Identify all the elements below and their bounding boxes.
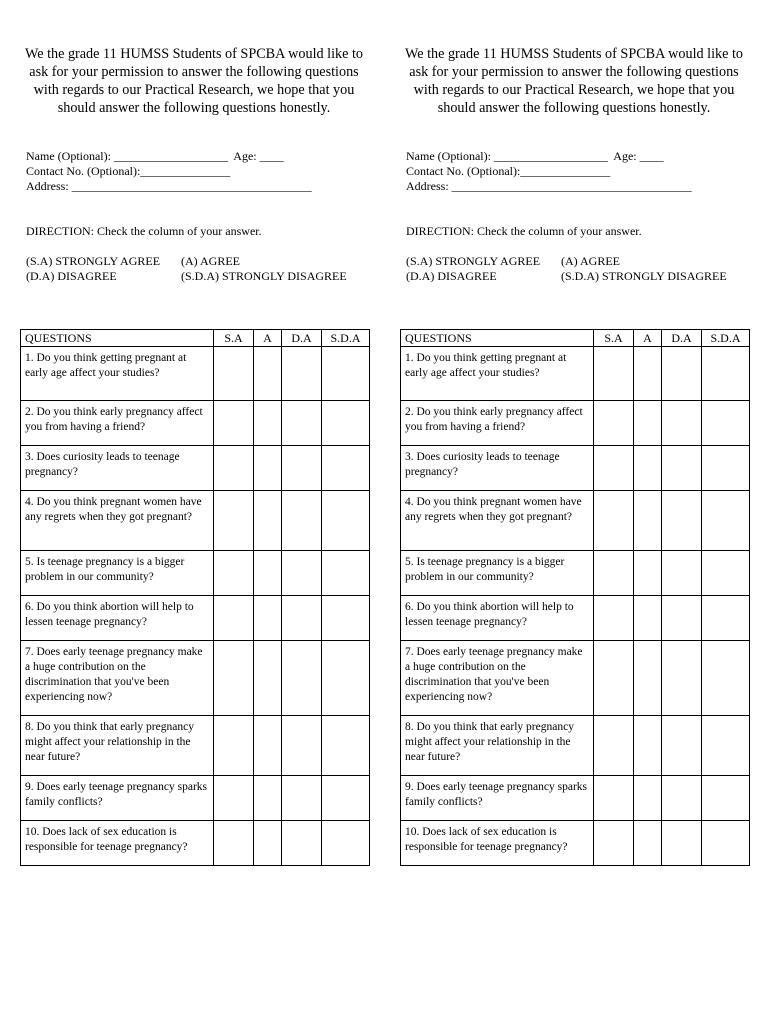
- header-sda: S.D.A: [322, 330, 370, 347]
- check-sa-cell[interactable]: [214, 347, 254, 401]
- check-da-cell[interactable]: [662, 401, 702, 446]
- check-sa-cell[interactable]: [594, 641, 634, 716]
- header-sa: S.A: [594, 330, 634, 347]
- table-header-row: [21, 330, 370, 347]
- intro-paragraph: We the grade 11 HUMSS Students of SPCBA would like to ask for your permission to answer the following questions with regards to our Practical Research, we hope that you should answer the following questions honestly.: [404, 46, 744, 116]
- check-a-cell[interactable]: [254, 821, 282, 866]
- question-text: 2. Do you think early pregnancy affect you from having a friend?: [21, 401, 214, 446]
- question-text: 2. Do you think early pregnancy affect you from having a friend?: [401, 401, 594, 446]
- table-row: [21, 347, 370, 401]
- check-sda-cell[interactable]: [702, 716, 750, 776]
- answer-legend: [26, 254, 370, 284]
- check-a-cell[interactable]: [254, 347, 282, 401]
- table-row: [21, 821, 370, 866]
- header-a: A: [254, 330, 282, 347]
- header-questions: QUESTIONS: [401, 330, 594, 347]
- question-text: 4. Do you think pregnant women have any regrets when they got pregnant?: [401, 491, 594, 551]
- header-da: D.A: [662, 330, 702, 347]
- check-sda-cell[interactable]: [322, 446, 370, 491]
- check-sa-cell[interactable]: [214, 641, 254, 716]
- table-row: [401, 596, 750, 641]
- check-sa-cell[interactable]: [214, 596, 254, 641]
- check-sda-cell[interactable]: [702, 347, 750, 401]
- check-da-cell[interactable]: [662, 596, 702, 641]
- check-a-cell[interactable]: [634, 347, 662, 401]
- legend-disagree: (D.A) DISAGREE: [26, 269, 117, 283]
- question-text: 10. Does lack of sex education is responsible for teenage pregnancy?: [21, 821, 214, 866]
- check-da-cell[interactable]: [662, 491, 702, 551]
- check-da-cell[interactable]: [662, 641, 702, 716]
- table-row: [401, 641, 750, 716]
- check-sa-cell[interactable]: [594, 446, 634, 491]
- question-text: 5. Is teenage pregnancy is a bigger problem in our community?: [401, 551, 594, 596]
- address-field[interactable]: Address: ________________________________________: [406, 179, 692, 193]
- check-sda-cell[interactable]: [702, 776, 750, 821]
- check-da-cell[interactable]: [282, 596, 322, 641]
- table-row: [401, 401, 750, 446]
- respondent-fields: [26, 149, 312, 194]
- check-sda-cell[interactable]: [702, 551, 750, 596]
- check-a-cell[interactable]: [254, 641, 282, 716]
- table-row: [401, 347, 750, 401]
- question-text: 6. Do you think abortion will help to lessen teenage pregnancy?: [21, 596, 214, 641]
- check-a-cell[interactable]: [634, 716, 662, 776]
- check-a-cell[interactable]: [634, 551, 662, 596]
- check-sa-cell[interactable]: [594, 401, 634, 446]
- question-text: 1. Do you think getting pregnant at early age affect your studies?: [401, 347, 594, 401]
- check-sda-cell[interactable]: [322, 641, 370, 716]
- check-da-cell[interactable]: [282, 641, 322, 716]
- check-a-cell[interactable]: [254, 551, 282, 596]
- check-da-cell[interactable]: [662, 821, 702, 866]
- header-sda: S.D.A: [702, 330, 750, 347]
- check-sa-cell[interactable]: [214, 821, 254, 866]
- check-a-cell[interactable]: [254, 776, 282, 821]
- check-a-cell[interactable]: [634, 596, 662, 641]
- check-sa-cell[interactable]: [214, 491, 254, 551]
- question-text: 8. Do you think that early pregnancy might affect your relationship in the near future?: [401, 716, 594, 776]
- check-sa-cell[interactable]: [594, 551, 634, 596]
- table-row: [21, 551, 370, 596]
- check-sda-cell[interactable]: [322, 491, 370, 551]
- check-sa-cell[interactable]: [594, 347, 634, 401]
- check-da-cell[interactable]: [282, 551, 322, 596]
- address-field[interactable]: Address: ________________________________________: [26, 179, 312, 193]
- name-age-field[interactable]: Name (Optional): ___________________ Age: ____: [406, 149, 664, 163]
- table-row: [21, 776, 370, 821]
- question-text: 4. Do you think pregnant women have any regrets when they got pregnant?: [21, 491, 214, 551]
- check-da-cell[interactable]: [662, 446, 702, 491]
- intro-paragraph: We the grade 11 HUMSS Students of SPCBA would like to ask for your permission to answer the following questions with regards to our Practical Research, we hope that you should answer the following questions honestly.: [24, 46, 364, 116]
- check-a-cell[interactable]: [634, 641, 662, 716]
- check-sda-cell[interactable]: [702, 596, 750, 641]
- table-row: [401, 776, 750, 821]
- table-row: [21, 491, 370, 551]
- check-a-cell[interactable]: [634, 821, 662, 866]
- question-text: 9. Does early teenage pregnancy sparks family conflicts?: [21, 776, 214, 821]
- respondent-fields: [406, 149, 692, 194]
- check-a-cell[interactable]: [254, 491, 282, 551]
- check-sa-cell[interactable]: [214, 716, 254, 776]
- check-a-cell[interactable]: [254, 716, 282, 776]
- check-da-cell[interactable]: [662, 347, 702, 401]
- questions-table: [20, 329, 370, 866]
- question-text: 7. Does early teenage pregnancy make a huge contribution on the discrimination that you've been experiencing now?: [21, 641, 214, 716]
- question-text: 7. Does early teenage pregnancy make a huge contribution on the discrimination that you've been experiencing now?: [401, 641, 594, 716]
- question-text: 1. Do you think getting pregnant at early age affect your studies?: [21, 347, 214, 401]
- table-row: [401, 491, 750, 551]
- legend-strongly-disagree: (S.D.A) STRONGLY DISAGREE: [181, 269, 347, 283]
- contact-field[interactable]: Contact No. (Optional):_______________: [406, 164, 611, 178]
- check-a-cell[interactable]: [634, 776, 662, 821]
- check-da-cell[interactable]: [662, 716, 702, 776]
- check-da-cell[interactable]: [282, 347, 322, 401]
- header-sa: S.A: [214, 330, 254, 347]
- check-sa-cell[interactable]: [594, 821, 634, 866]
- legend-strongly-disagree: (S.D.A) STRONGLY DISAGREE: [561, 269, 727, 283]
- check-da-cell[interactable]: [282, 491, 322, 551]
- direction-text: DIRECTION: Check the column of your answer.: [406, 224, 642, 238]
- check-a-cell[interactable]: [634, 491, 662, 551]
- check-sda-cell[interactable]: [702, 401, 750, 446]
- table-row: [21, 401, 370, 446]
- check-sa-cell[interactable]: [594, 596, 634, 641]
- table-header-row: [401, 330, 750, 347]
- check-sda-cell[interactable]: [322, 776, 370, 821]
- check-da-cell[interactable]: [662, 551, 702, 596]
- check-sa-cell[interactable]: [214, 551, 254, 596]
- check-a-cell[interactable]: [634, 446, 662, 491]
- direction-text: DIRECTION: Check the column of your answer.: [26, 224, 262, 238]
- check-da-cell[interactable]: [282, 776, 322, 821]
- question-text: 6. Do you think abortion will help to lessen teenage pregnancy?: [401, 596, 594, 641]
- table-row: [401, 821, 750, 866]
- question-text: 9. Does early teenage pregnancy sparks family conflicts?: [401, 776, 594, 821]
- check-sda-cell[interactable]: [322, 347, 370, 401]
- check-da-cell[interactable]: [662, 776, 702, 821]
- legend-disagree: (D.A) DISAGREE: [406, 269, 497, 283]
- check-sa-cell[interactable]: [594, 716, 634, 776]
- legend-strongly-agree: (S.A) STRONGLY AGREE: [26, 254, 161, 268]
- check-a-cell[interactable]: [254, 446, 282, 491]
- check-sda-cell[interactable]: [322, 716, 370, 776]
- check-a-cell[interactable]: [254, 596, 282, 641]
- check-sda-cell[interactable]: [702, 641, 750, 716]
- check-a-cell[interactable]: [634, 401, 662, 446]
- check-sa-cell[interactable]: [214, 401, 254, 446]
- check-da-cell[interactable]: [282, 446, 322, 491]
- question-text: 10. Does lack of sex education is responsible for teenage pregnancy?: [401, 821, 594, 866]
- legend-agree: (A) AGREE: [561, 254, 620, 268]
- table-row: [401, 716, 750, 776]
- check-sda-cell[interactable]: [702, 446, 750, 491]
- check-da-cell[interactable]: [282, 821, 322, 866]
- question-text: 3. Does curiosity leads to teenage pregnancy?: [21, 446, 214, 491]
- check-sa-cell[interactable]: [594, 491, 634, 551]
- table-row: [21, 716, 370, 776]
- table-row: [21, 596, 370, 641]
- questions-table: [400, 329, 750, 866]
- table-row: [401, 551, 750, 596]
- check-sa-cell[interactable]: [214, 446, 254, 491]
- contact-field[interactable]: Contact No. (Optional):_______________: [26, 164, 231, 178]
- question-text: 8. Do you think that early pregnancy might affect your relationship in the near future?: [21, 716, 214, 776]
- header-da: D.A: [282, 330, 322, 347]
- check-da-cell[interactable]: [282, 716, 322, 776]
- check-sda-cell[interactable]: [322, 821, 370, 866]
- check-sa-cell[interactable]: [594, 776, 634, 821]
- check-a-cell[interactable]: [254, 401, 282, 446]
- legend-agree: (A) AGREE: [181, 254, 240, 268]
- check-sda-cell[interactable]: [322, 596, 370, 641]
- check-sda-cell[interactable]: [702, 821, 750, 866]
- check-da-cell[interactable]: [282, 401, 322, 446]
- table-row: [401, 446, 750, 491]
- check-sa-cell[interactable]: [214, 776, 254, 821]
- header-a: A: [634, 330, 662, 347]
- answer-legend: [406, 254, 750, 284]
- question-text: 3. Does curiosity leads to teenage pregnancy?: [401, 446, 594, 491]
- question-text: 5. Is teenage pregnancy is a bigger problem in our community?: [21, 551, 214, 596]
- check-sda-cell[interactable]: [702, 491, 750, 551]
- name-age-field[interactable]: Name (Optional): ___________________ Age: ____: [26, 149, 284, 163]
- legend-strongly-agree: (S.A) STRONGLY AGREE: [406, 254, 541, 268]
- table-row: [21, 641, 370, 716]
- table-row: [21, 446, 370, 491]
- check-sda-cell[interactable]: [322, 401, 370, 446]
- header-questions: QUESTIONS: [21, 330, 214, 347]
- check-sda-cell[interactable]: [322, 551, 370, 596]
